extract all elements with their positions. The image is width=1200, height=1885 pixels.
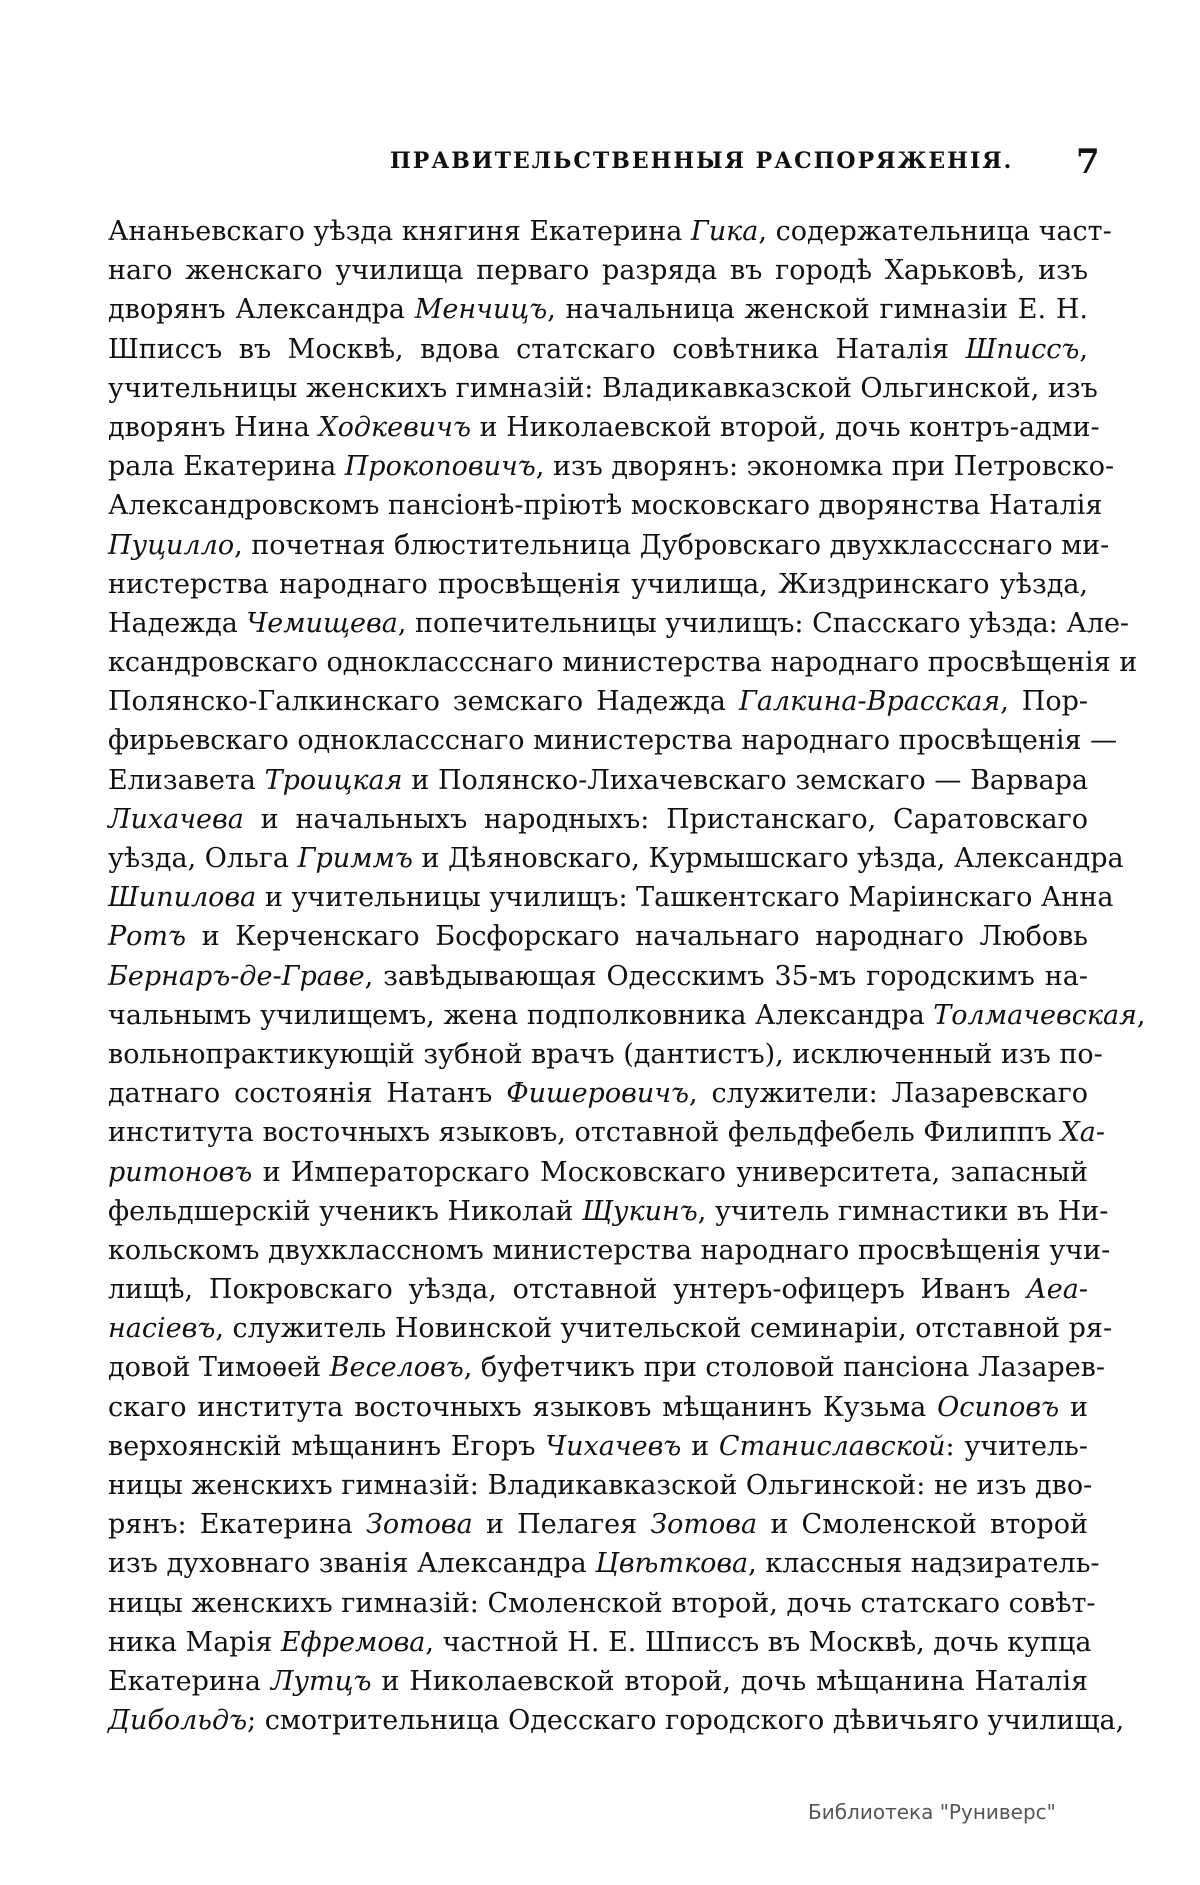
text-segment: и (681, 1430, 719, 1462)
italic-name: Менчицъ (414, 294, 548, 326)
text-segment: наго женскаго училища перваго разряда въ городѣ Харьковѣ, изъ (108, 255, 1088, 287)
text-line (108, 1309, 1113, 1348)
text-segment: лищѣ, Покровскаго уѣзда, отставной унтеръ-офицеръ Иванъ (108, 1274, 1027, 1306)
text-line (108, 917, 1088, 956)
text-line (108, 800, 1088, 839)
italic-name: Дибольдъ (108, 1705, 248, 1737)
text-segment: , Пор- (1000, 686, 1089, 718)
running-head (0, 142, 1200, 188)
text-line (108, 839, 1124, 878)
italic-name: Шписсъ (965, 333, 1080, 365)
text-segment: дворянъ Александра (108, 294, 415, 326)
text-segment: датнаго состоянія Натанъ (108, 1078, 507, 1110)
text-segment: фирьевскаго одноклассснаго министерства народнаго просвѣщенія — (108, 725, 1118, 757)
text-segment: , служитель Новинской учительской семинаріи, отставной ря- (215, 1313, 1113, 1345)
text-segment: Екатерина (108, 1665, 271, 1697)
text-line (108, 957, 1088, 996)
text-segment: и учительницы училищъ: Ташкентскаго Маріинскаго Анна (256, 882, 1114, 914)
text-line (108, 682, 1088, 721)
text-segment: и Николаевской второй, дочь мѣщанина Наталія (371, 1665, 1089, 1697)
text-segment: Ананьевскаго уѣзда княгиня Екатерина (108, 216, 691, 247)
text-line (108, 1623, 1092, 1662)
text-segment: , частной Н. Е. Шписсъ въ Москвѣ, дочь купца (425, 1626, 1092, 1658)
text-segment: Полянско-Галкинскаго земскаго Надежда (108, 686, 739, 718)
italic-name: Шипилова (108, 882, 257, 914)
text-segment: изъ духовнаго званія Александра (108, 1548, 596, 1580)
text-segment: и Полянско-Лихачевскаго земскаго — Варвара (402, 764, 1088, 796)
text-line (108, 604, 1130, 643)
page-number: 7 (1076, 142, 1100, 182)
text-line (108, 526, 1110, 565)
text-line (108, 1153, 1088, 1192)
text-line (108, 1584, 1096, 1623)
text-segment: фельдшерскій ученикъ Николай (108, 1195, 583, 1227)
text-segment: скаго института восточныхъ языковъ мѣщанинъ Кузьма (108, 1391, 938, 1423)
text-line (108, 408, 1100, 447)
text-segment: , учитель гимнастики въ Ни- (697, 1195, 1109, 1227)
text-line (108, 1505, 1088, 1544)
italic-name: Ефремова (280, 1626, 426, 1658)
italic-name: насіевъ (108, 1313, 216, 1345)
text-segment: : учитель- (945, 1430, 1088, 1462)
library-watermark: Библиотека "Руниверс" (808, 1800, 1056, 1824)
text-segment: верхоянскій мѣщанинъ Егоръ (108, 1430, 546, 1462)
italic-name: Чихачевъ (545, 1430, 682, 1462)
text-segment: , почетная блюстительница Дубровскаго двухклассснаго ми- (234, 529, 1110, 561)
text-line (108, 1192, 1109, 1231)
italic-name: Пуцилло (108, 529, 235, 561)
text-segment: и Императорскаго Московскаго университета, запасный (252, 1156, 1088, 1188)
text-segment: Надежда (108, 607, 247, 639)
italic-name: Галкина-Врасская (738, 686, 1001, 718)
text-line (108, 1701, 1125, 1740)
body-text (108, 212, 1146, 1740)
text-line (108, 447, 1115, 486)
text-line (108, 212, 1112, 251)
text-segment: уѣзда, Ольга (108, 843, 298, 874)
text-segment: Шписсъ въ Москвѣ, вдова статскаго совѣтника Наталія (108, 333, 966, 365)
text-segment: рянъ: Екатерина (108, 1509, 366, 1541)
text-segment: и Смоленской второй (757, 1509, 1088, 1541)
text-segment: , попечительницы училищъ: Спасскаго уѣзда: Але- (397, 607, 1130, 639)
text-segment: Елизавета (108, 764, 265, 796)
text-segment: ницы женскихъ гимназій: Владикавказской Ольгинской: не изъ дво- (108, 1470, 1093, 1501)
text-segment: , (1079, 333, 1088, 365)
italic-name: Фишеровичъ (506, 1078, 689, 1110)
text-segment: ксандровскаго одноклассснаго министерства народнаго просвѣщенія и (108, 647, 1138, 679)
text-segment: Александровскомъ пансіонѣ-пріютѣ московскаго дворянства Наталія (108, 490, 1103, 522)
text-line (108, 721, 1118, 760)
italic-name: Ха- (1060, 1117, 1106, 1149)
text-line (108, 878, 1114, 917)
running-title: ПРАВИТЕЛЬСТВЕННЫЯ РАСПОРЯЖЕНІЯ. (390, 148, 1014, 174)
text-segment: учительницы женскихъ гимназій: Владикавказской Ольгинской, изъ (108, 372, 1098, 404)
text-line (108, 486, 1103, 525)
text-segment: и Дѣяновскаго, Курмышскаго уѣзда, Александра (412, 843, 1124, 874)
text-segment: ; смотрительница Одесскаго городского дѣвичьяго училища, (247, 1705, 1125, 1737)
text-line (108, 330, 1088, 369)
text-line (108, 1662, 1088, 1701)
text-segment: , (1136, 999, 1146, 1031)
text-segment: довой Тимоѳей (108, 1352, 330, 1384)
text-segment: , буфетчикъ при столовой пансіона Лазарев- (463, 1352, 1105, 1384)
text-segment: кольскомъ двухклассномъ министерства народнаго просвѣщенія учи- (108, 1234, 1111, 1266)
italic-name: Лихачева (108, 803, 244, 835)
italic-name: Веселовъ (329, 1352, 464, 1384)
italic-name: Толмачевская (933, 999, 1137, 1031)
text-segment: , начальница женской гимназіи Е. Н. (547, 294, 1088, 326)
text-line (108, 1348, 1105, 1387)
italic-name: ритоновъ (108, 1156, 253, 1188)
italic-name: Лутцъ (270, 1665, 372, 1697)
italic-name: Ротъ (108, 921, 187, 953)
text-segment: дворянъ Нина (108, 411, 319, 443)
text-segment: , завѣдывающая Одесскимъ 35-мъ городскимъ на- (364, 960, 1088, 992)
text-line (108, 369, 1098, 408)
italic-name: Ходкевичъ (318, 411, 471, 443)
text-segment: и Пелагея (472, 1509, 651, 1541)
text-segment: , служители: Лазаревскаго (689, 1078, 1089, 1110)
text-segment: , содержательница част- (758, 216, 1112, 247)
text-segment: и Керченскаго Босфорскаго начальнаго народнаго Любовь (186, 921, 1088, 953)
text-segment: вольнопрактикующій зубной врачъ (дантистъ), исключенный изъ по- (108, 1038, 1103, 1070)
italic-name: Гриммъ (297, 843, 413, 874)
text-segment: ника Марія (108, 1626, 281, 1658)
text-line (108, 251, 1088, 290)
italic-name: Осиповъ (937, 1391, 1060, 1423)
italic-name: Зотова (366, 1509, 473, 1541)
text-line (108, 1544, 1100, 1583)
text-line (108, 1466, 1093, 1505)
italic-name: Троицкая (264, 764, 403, 796)
text-line (108, 1035, 1103, 1074)
text-segment: чальнымъ училищемъ, жена подполковника Александра (108, 999, 934, 1031)
italic-name: Прокоповичъ (344, 451, 536, 483)
italic-name: Гика (690, 216, 759, 247)
text-line (108, 1074, 1088, 1113)
text-segment: нистерства народнаго просвѣщенія училища, Жиздринскаго уѣзда, (108, 568, 1088, 600)
text-line (108, 1231, 1111, 1270)
text-line (108, 1388, 1088, 1427)
italic-name: Чемищева (246, 607, 398, 639)
text-line (108, 1427, 1088, 1466)
text-segment: и начальныхъ народныхъ: Пристанскаго, Саратовскаго (243, 803, 1088, 835)
italic-name: Цвѣткова (595, 1548, 749, 1580)
italic-name: Зотова (650, 1509, 758, 1541)
italic-name: Бернаръ-де-Граве (108, 960, 365, 992)
text-line (108, 565, 1088, 604)
text-segment: рала Екатерина (108, 451, 345, 483)
text-segment: , классныя надзиратель- (748, 1548, 1100, 1580)
text-segment: , изъ дворянъ: экономка при Петровско- (535, 451, 1115, 483)
italic-name: Щукинъ (582, 1195, 698, 1227)
text-line (108, 290, 1088, 329)
text-line (108, 1113, 1106, 1152)
italic-name: Станиславской (718, 1430, 946, 1462)
text-segment: и Николаевской второй, дочь контръ-адми- (470, 411, 1100, 443)
text-segment: и (1059, 1391, 1088, 1423)
text-line (108, 1270, 1088, 1309)
text-segment: института восточныхъ языковъ, отставной фельдфебель Филиппъ (108, 1117, 1061, 1149)
text-line (108, 996, 1146, 1035)
text-line (108, 643, 1138, 682)
text-line (108, 761, 1088, 800)
text-segment: ницы женскихъ гимназій: Смоленской второй, дочь статскаго совѣт- (108, 1587, 1096, 1619)
italic-name: Аеа- (1026, 1274, 1088, 1306)
